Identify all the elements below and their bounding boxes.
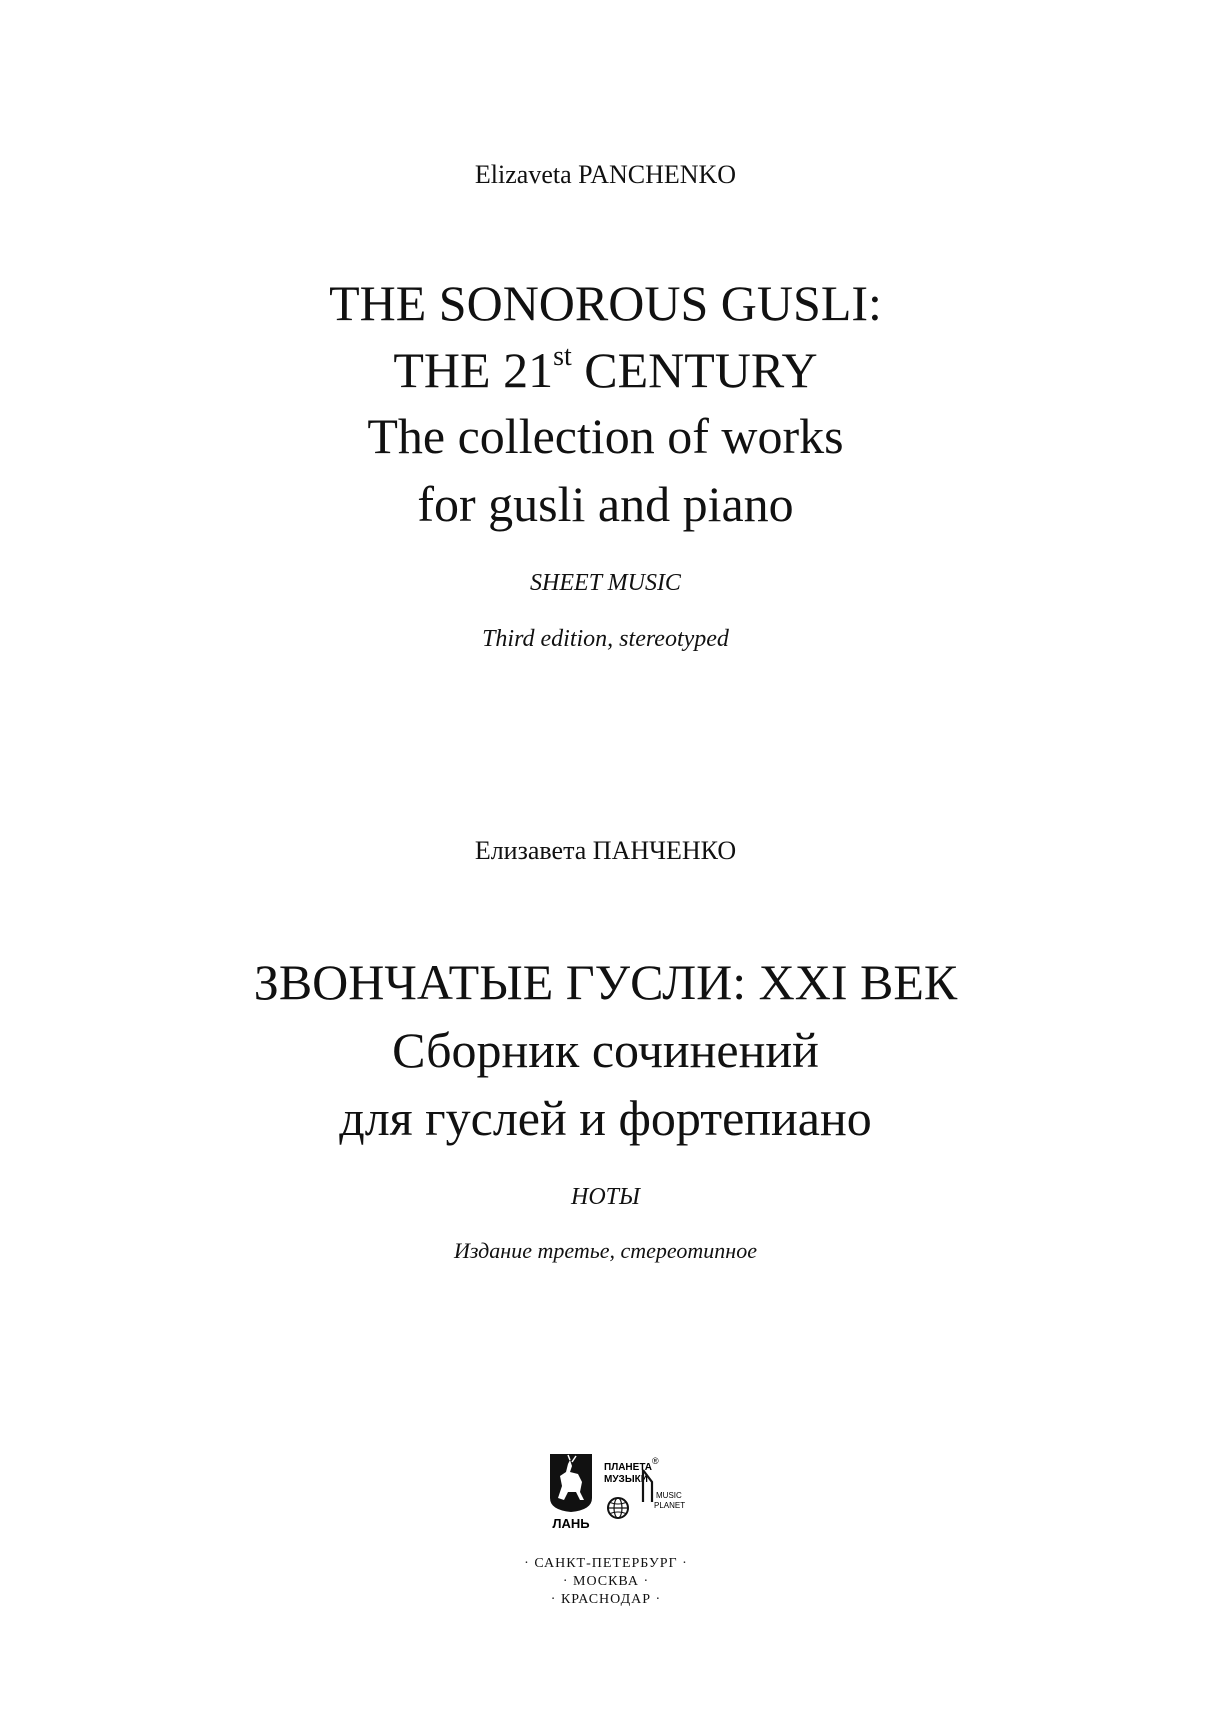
lan-deer-icon bbox=[550, 1454, 592, 1512]
english-type: SHEET MUSIC bbox=[530, 570, 681, 596]
russian-author: Елизавета ПАНЧЕНКО bbox=[474, 836, 737, 865]
english-edition: Third edition, stereotyped bbox=[482, 626, 729, 652]
english-title-line2-suffix: CENTURY bbox=[571, 342, 818, 398]
registered-mark: ® bbox=[652, 1456, 659, 1466]
city-moscow: · МОСКВА · bbox=[562, 1574, 650, 1589]
english-author: Elizaveta PANCHENKO bbox=[474, 160, 737, 189]
english-title-line2-sup: st bbox=[553, 341, 572, 373]
russian-title: ЗВОНЧАТЫЕ ГУСЛИ: XXI ВЕК bbox=[253, 954, 958, 1010]
english-title-line1: THE SONOROUS GUSLI: bbox=[329, 275, 882, 331]
russian-edition: Издание третье, стереотипное bbox=[454, 1238, 757, 1263]
russian-subtitle-line1: Сборник сочинений bbox=[392, 1022, 819, 1078]
russian-type: НОТЫ bbox=[571, 1184, 640, 1210]
english-subtitle-line2: for gusli and piano bbox=[417, 476, 794, 532]
planeta-text: ПЛАНЕТА bbox=[604, 1462, 653, 1473]
lan-logo-text: ЛАНЬ bbox=[552, 1516, 590, 1531]
music-text: MUSIC bbox=[656, 1491, 682, 1500]
english-title-line2-prefix: THE 21 bbox=[393, 342, 554, 398]
muzyki-text: МУЗЫКИ bbox=[604, 1474, 648, 1485]
publisher-logo bbox=[548, 1452, 688, 1532]
city-krasnodar: · КРАСНОДАР · bbox=[550, 1592, 662, 1607]
globe-icon bbox=[608, 1498, 628, 1518]
planet-text: PLANET bbox=[654, 1501, 686, 1510]
russian-subtitle-line2: для гуслей и фортепиано bbox=[339, 1090, 872, 1146]
publisher-block bbox=[516, 1452, 696, 1607]
english-title-line2 bbox=[0, 341, 1211, 398]
city-saint-petersburg: · САНКТ-ПЕТЕРБУРГ · bbox=[524, 1556, 688, 1571]
english-subtitle-line1: The collection of works bbox=[367, 408, 844, 464]
